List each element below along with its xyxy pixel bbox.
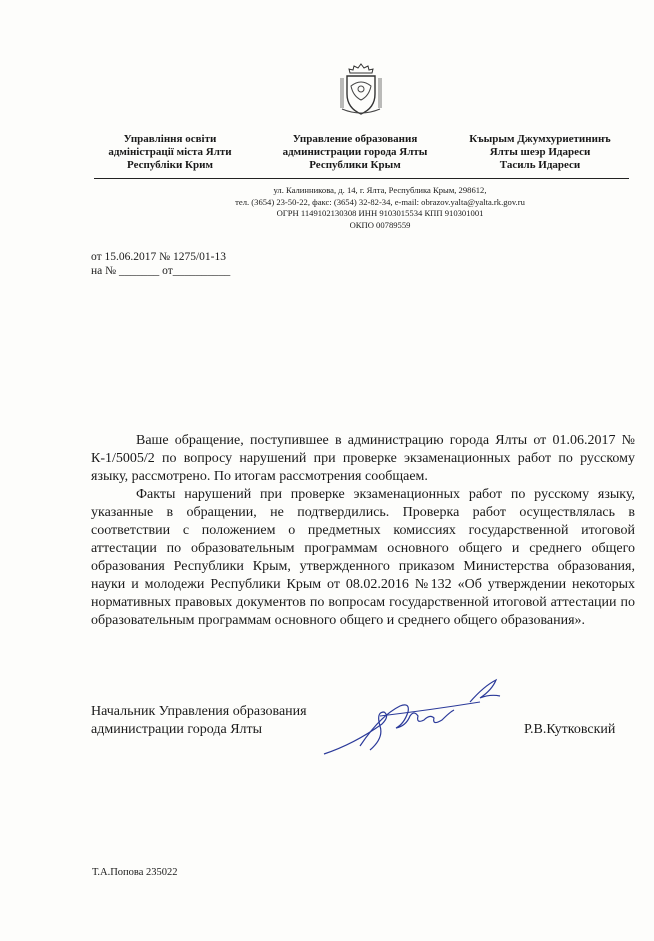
- signatory-title: [91, 703, 307, 739]
- handwritten-signature: [320, 676, 510, 766]
- coat-of-arms-emblem: [339, 62, 383, 116]
- letterhead-line: Управление образования: [292, 133, 418, 145]
- letterhead-line: администрации города Ялты: [282, 146, 428, 158]
- body-paragraph-1: Ваше обращение, поступившее в администрацию города Ялты от 01.06.2017 № К-1/5005/2 по вопросу нарушений при проверке экзаменационных работ по русскому языку, рассмотрено. По итогам рассмотрения сообщаем.: [91, 433, 635, 484]
- letterhead-line: Тасиль Идареси: [499, 159, 581, 171]
- address-line: ул. Калинникова, д. 14, г. Ялта, Республика Крым, 298612,: [273, 185, 487, 195]
- letterhead-line: Республіки Крим: [127, 159, 213, 171]
- body-paragraph-2: Факты нарушений при проверке экзаменационных работ по русскому языку, указанные в обращении, не подтвердились. Проверка работ осуществлялась в соответствии с положением о предметных комиссиях государственной итоговой аттестации по образовательным программам основного общего и среднего общего образования Республики Крым, утвержденного приказом Министерства образования, науки и молодежи Республики Крым от 08.02.2016 №132 «Об утверждении некоторых нормативных правовых документов по вопросам государственной итоговой аттестации по образовательным программам основного общего и среднего общего образования».: [91, 487, 635, 628]
- organization-address: [180, 185, 580, 231]
- letterhead-russian: [270, 133, 440, 172]
- signatory-name: Р.В.Кутковский: [524, 722, 616, 737]
- executor-contact: Т.А.Попова 235022: [92, 867, 178, 878]
- letterhead-ukrainian: [95, 133, 245, 172]
- signatory-title-line: администрации города Ялты: [91, 722, 263, 737]
- header-divider: [94, 178, 629, 179]
- letterhead-crimean-tatar: [460, 133, 620, 172]
- letterhead-line: Республики Крым: [309, 159, 401, 171]
- outgoing-reference: от 15.06.2017 № 1275/01-13: [91, 251, 226, 263]
- letterhead-line: Къырым Джумхуриетининъ: [469, 133, 611, 145]
- letterhead-line: Управління освіти: [123, 133, 217, 145]
- address-line: тел. (3654) 23-50-22, факс: (3654) 32-82-34, e-mail: obrazov.yalta@yalta.rk.gov.ru: [235, 196, 525, 207]
- address-line: ОГРН 1149102130308 ИНН 9103015534 КПП 910301001: [276, 208, 484, 218]
- letterhead-line: адміністрації міста Ялти: [108, 146, 232, 158]
- signatory-title-line: Начальник Управления образования: [91, 704, 307, 719]
- incoming-reference: на № _______ от__________: [91, 265, 231, 277]
- letterhead-line: Ялты шеэр Идареси: [489, 146, 591, 158]
- address-line: ОКПО 00789559: [349, 219, 411, 230]
